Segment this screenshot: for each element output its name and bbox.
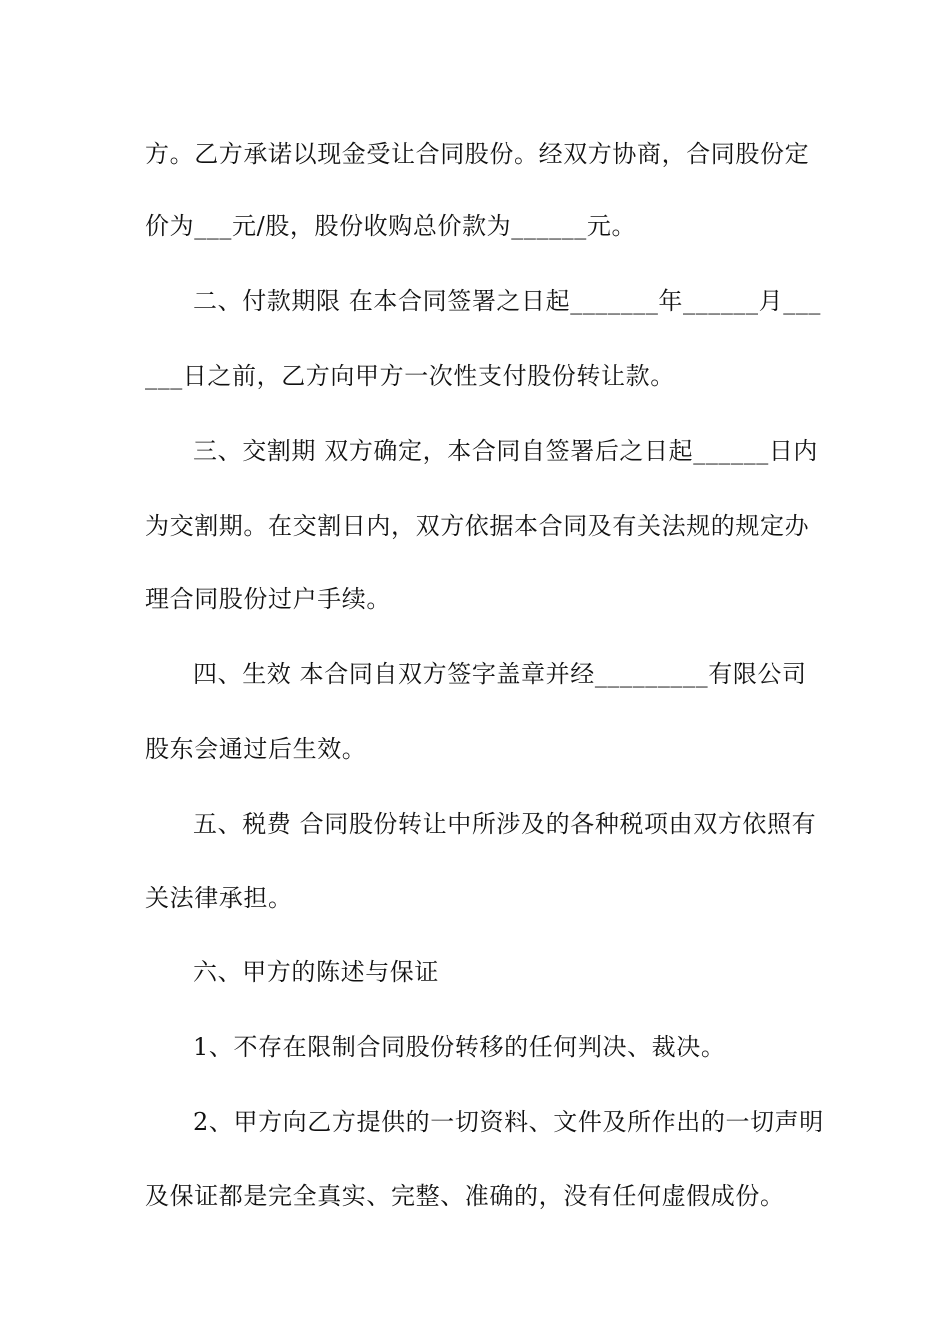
text-line-3: 二、付款期限 在本合同签署之日起_______年______月___ [193,287,822,315]
text-line-12: 六、甲方的陈述与保证 [193,958,439,986]
text-line-15: 及保证都是完全真实、完整、准确的，没有任何虚假成份。 [145,1182,785,1210]
text-line-8: 四、生效 本合同自双方签字盖章并经_________有限公司 [193,660,807,688]
text-line-7: 理合同股份过户手续。 [145,585,391,613]
text-line-9: 股东会通过后生效。 [145,735,367,763]
text-line-14: 2、甲方向乙方提供的一切资料、文件及所作出的一切声明 [193,1108,824,1136]
text-line-6: 为交割期。在交割日内，双方依据本合同及有关法规的规定办 [145,512,810,540]
text-line-10: 五、税费 合同股份转让中所涉及的各种税项由双方依照有 [193,810,817,838]
text-line-5: 三、交割期 双方确定，本合同自签署后之日起______日内 [193,437,819,465]
text-line-13: 1、不存在限制合同股份转移的任何判决、裁决。 [193,1033,726,1061]
text-line-2: 价为___元/股，股份收购总价款为______元。 [145,212,637,240]
text-line-1: 方。乙方承诺以现金受让合同股份。经双方协商，合同股份定 [145,140,810,168]
text-line-11: 关法律承担。 [145,884,293,912]
text-line-4: ___日之前，乙方向甲方一次性支付股份转让款。 [145,362,675,390]
